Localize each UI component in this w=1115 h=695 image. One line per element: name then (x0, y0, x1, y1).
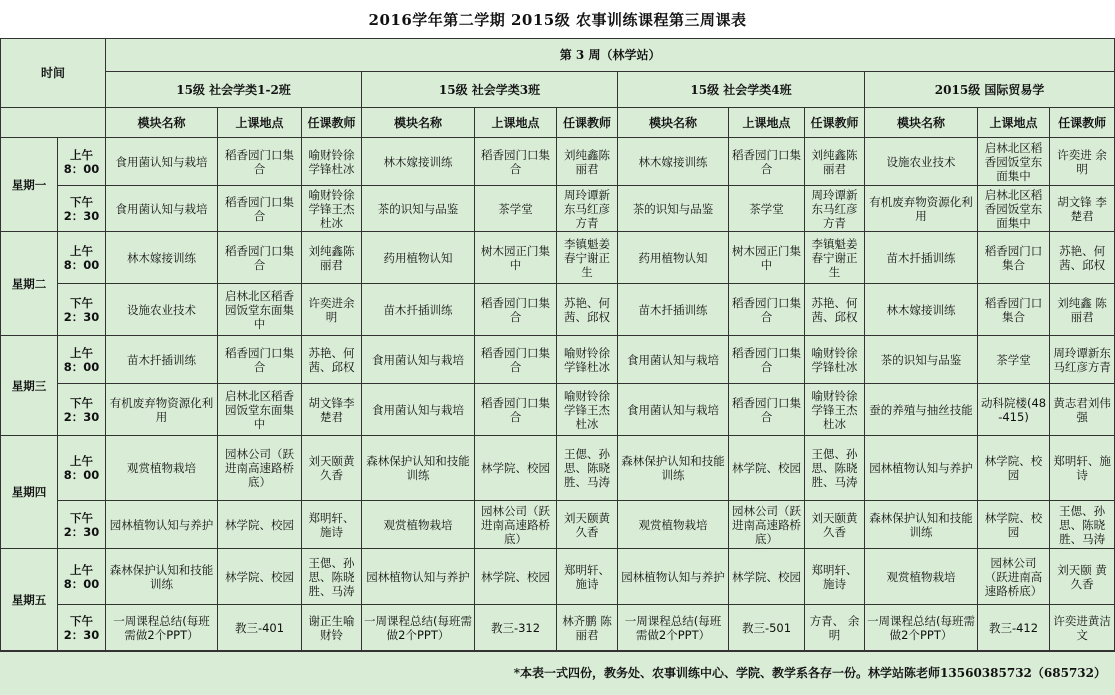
weekday-label: 星期二 (1, 232, 58, 336)
place-col-header: 上课地点 (978, 108, 1050, 138)
teacher-cell: 王偲、孙思、陈晓胜、马涛 (302, 549, 362, 605)
location-cell: 林学院、校园 (978, 501, 1050, 549)
location-cell: 稻香园门口集合 (978, 232, 1050, 284)
location-cell: 茶学堂 (729, 186, 805, 232)
module-name-cell: 林木嫁接训练 (865, 284, 978, 336)
teacher-cell: 刘天颐黄久香 (302, 436, 362, 501)
class-header: 15级 社会学类3班 (362, 72, 618, 108)
module-name-cell: 园林植物认知与养护 (865, 436, 978, 501)
module-name-cell: 一周课程总结(每班需做2个PPT） (865, 605, 978, 652)
module-name-cell: 有机废弃物资源化利用 (106, 384, 218, 436)
teacher-cell: 郑明轩、施诗 (557, 549, 618, 605)
location-cell: 茶学堂 (978, 336, 1050, 384)
module-name-cell: 苗木扦插训练 (618, 284, 729, 336)
teacher-cell: 周玲谭新东马红彦方青 (805, 186, 865, 232)
module-col-header: 模块名称 (865, 108, 978, 138)
module-name-cell: 药用植物认知 (618, 232, 729, 284)
module-name-cell: 茶的识知与品鉴 (618, 186, 729, 232)
module-name-cell: 有机废弃物资源化利用 (865, 186, 978, 232)
teacher-cell: 胡文锋李楚君 (302, 384, 362, 436)
location-cell: 稻香园门口集合 (475, 384, 557, 436)
week-header: 第 3 周（林学站） (106, 39, 1115, 72)
teacher-cell: 许奕进余明 (302, 284, 362, 336)
module-name-cell: 苗木扦插训练 (865, 232, 978, 284)
location-cell: 林学院、校园 (729, 436, 805, 501)
page-title: 2016学年第二学期 2015级 农事训练课程第三周课表 (0, 0, 1115, 39)
time-header: 时间 (1, 39, 106, 108)
module-name-cell: 设施农业技术 (865, 138, 978, 186)
location-cell: 林学院、校园 (218, 501, 302, 549)
location-cell: 园林公司（跃进南高速路桥底） (218, 436, 302, 501)
teacher-cell: 苏艳、何茜、邱权 (805, 284, 865, 336)
location-cell: 教三-412 (978, 605, 1050, 652)
table-row (1, 436, 1115, 501)
location-cell: 林学院、校园 (218, 549, 302, 605)
location-cell: 林学院、校园 (475, 436, 557, 501)
teacher-cell: 苏艳、何茜、邱权 (1050, 232, 1115, 284)
location-cell: 稻香园门口集合 (475, 336, 557, 384)
location-cell: 动科院楼(48-415) (978, 384, 1050, 436)
teacher-cell: 喻财铃徐学锋杜冰 (302, 138, 362, 186)
teacher-cell: 刘纯鑫陈丽君 (805, 138, 865, 186)
location-cell: 稻香园门口集合 (475, 284, 557, 336)
module-name-cell: 林木嫁接训练 (618, 138, 729, 186)
location-cell: 稻香园门口集合 (729, 336, 805, 384)
module-name-cell: 食用菌认知与栽培 (106, 186, 218, 232)
location-cell: 稻香园门口集合 (729, 284, 805, 336)
weekday-label: 星期五 (1, 549, 58, 652)
place-col-header: 上课地点 (218, 108, 302, 138)
module-name-cell: 食用菌认知与栽培 (618, 336, 729, 384)
morning-period-label: 上午 8：00 (58, 336, 106, 384)
location-cell: 树木园正门集中 (475, 232, 557, 284)
module-name-cell: 蚕的养殖与抽丝技能 (865, 384, 978, 436)
module-name-cell: 食用菌认知与栽培 (106, 138, 218, 186)
teacher-col-header: 任课教师 (805, 108, 865, 138)
module-name-cell: 观赏植物栽培 (865, 549, 978, 605)
location-cell: 稻香园门口集合 (729, 384, 805, 436)
afternoon-period-label: 下午 2：30 (58, 605, 106, 652)
location-cell: 园林公司（跃进南高速路桥底） (729, 501, 805, 549)
module-name-cell: 一周课程总结(每班需做2个PPT） (362, 605, 475, 652)
module-name-cell: 园林植物认知与养护 (618, 549, 729, 605)
teacher-cell: 刘纯鑫 陈丽君 (1050, 284, 1115, 336)
teacher-cell: 喻财铃徐学锋王杰杜冰 (302, 186, 362, 232)
morning-period-label: 上午 8：00 (58, 549, 106, 605)
teacher-cell: 苏艳、何茜、邱权 (557, 284, 618, 336)
teacher-cell: 李镇魁姜春宁谢正生 (557, 232, 618, 284)
weekday-label: 星期三 (1, 336, 58, 436)
location-cell: 园林公司（跃进南高速路桥底） (475, 501, 557, 549)
module-name-cell: 观赏植物栽培 (106, 436, 218, 501)
module-name-cell: 药用植物认知 (362, 232, 475, 284)
afternoon-period-label: 下午 2：30 (58, 284, 106, 336)
teacher-cell: 刘天颐 黄久香 (1050, 549, 1115, 605)
module-name-cell: 林木嫁接训练 (106, 232, 218, 284)
location-cell: 稻香园门口集合 (729, 138, 805, 186)
teacher-cell: 黄志君刘伟强 (1050, 384, 1115, 436)
module-name-cell: 食用菌认知与栽培 (618, 384, 729, 436)
location-cell: 教三-312 (475, 605, 557, 652)
teacher-cell: 周玲谭新东马红彦方青 (557, 186, 618, 232)
teacher-col-header: 任课教师 (557, 108, 618, 138)
weekday-label: 星期四 (1, 436, 58, 549)
teacher-col-header: 任课教师 (302, 108, 362, 138)
location-cell: 林学院、校园 (978, 436, 1050, 501)
location-cell: 启林北区稻香园饭堂东面集中 (218, 284, 302, 336)
teacher-cell: 苏艳、何茜、邱权 (302, 336, 362, 384)
teacher-cell: 郑明轩、施诗 (805, 549, 865, 605)
table-row (1, 501, 1115, 549)
module-name-cell: 苗木扦插训练 (106, 336, 218, 384)
module-name-cell: 设施农业技术 (106, 284, 218, 336)
module-col-header: 模块名称 (362, 108, 475, 138)
location-cell: 启林北区稻香园饭堂东面集中 (218, 384, 302, 436)
teacher-cell: 郑明轩、施诗 (1050, 436, 1115, 501)
teacher-cell: 刘天颐黄久香 (557, 501, 618, 549)
morning-period-label: 上午 8：00 (58, 232, 106, 284)
class-header: 2015级 国际贸易学 (865, 72, 1115, 108)
teacher-cell: 林齐鹏 陈丽君 (557, 605, 618, 652)
location-cell: 稻香园门口集合 (218, 336, 302, 384)
location-cell: 稻香园门口集合 (218, 232, 302, 284)
afternoon-period-label: 下午 2：30 (58, 501, 106, 549)
table-row (1, 232, 1115, 284)
module-name-cell: 观赏植物栽培 (618, 501, 729, 549)
location-cell: 茶学堂 (475, 186, 557, 232)
location-cell: 教三-401 (218, 605, 302, 652)
table-row (1, 605, 1115, 652)
module-name-cell: 一周课程总结(每班需做2个PPT） (618, 605, 729, 652)
module-name-cell: 森林保护认知和技能训练 (362, 436, 475, 501)
teacher-cell: 谢正生喻财铃 (302, 605, 362, 652)
class-header: 15级 社会学类4班 (618, 72, 865, 108)
teacher-cell: 喻财铃徐学锋王杰杜冰 (805, 384, 865, 436)
module-name-cell: 茶的识知与品鉴 (362, 186, 475, 232)
teacher-col-header: 任课教师 (1050, 108, 1115, 138)
module-col-header: 模块名称 (106, 108, 218, 138)
table-row (1, 384, 1115, 436)
module-name-cell: 森林保护认知和技能训练 (106, 549, 218, 605)
teacher-cell: 周玲谭新东马红彦方青 (1050, 336, 1115, 384)
module-name-cell: 观赏植物栽培 (362, 501, 475, 549)
footer-note: *本表一式四份，教务处、农事训练中心、学院、教学系各存一份。林学站陈老师13560385732（685732） (0, 650, 1114, 694)
morning-period-label: 上午 8：00 (58, 138, 106, 186)
module-name-cell: 森林保护认知和技能训练 (618, 436, 729, 501)
module-name-cell: 森林保护认知和技能训练 (865, 501, 978, 549)
teacher-cell: 喻财铃徐学锋杜冰 (805, 336, 865, 384)
module-col-header: 模块名称 (618, 108, 729, 138)
teacher-cell: 郑明轩、施诗 (302, 501, 362, 549)
teacher-cell: 刘纯鑫陈丽君 (302, 232, 362, 284)
module-name-cell: 林木嫁接训练 (362, 138, 475, 186)
afternoon-period-label: 下午 2：30 (58, 384, 106, 436)
teacher-cell: 许奕进 余明 (1050, 138, 1115, 186)
weekday-label: 星期一 (1, 138, 58, 232)
table-row (1, 138, 1115, 186)
location-cell: 稻香园门口集合 (218, 186, 302, 232)
location-cell: 园林公司（跃进南高速路桥底） (978, 549, 1050, 605)
location-cell: 教三-501 (729, 605, 805, 652)
place-col-header: 上课地点 (475, 108, 557, 138)
teacher-cell: 王偲、孙思、陈晓胜、马涛 (557, 436, 618, 501)
teacher-cell: 喻财铃徐学锋王杰杜冰 (557, 384, 618, 436)
location-cell: 稻香园门口集合 (978, 284, 1050, 336)
teacher-cell: 王偲、孙思、陈晓胜、马涛 (1050, 501, 1115, 549)
location-cell: 林学院、校园 (475, 549, 557, 605)
teacher-cell: 李镇魁姜春宁谢正生 (805, 232, 865, 284)
module-name-cell: 食用菌认知与栽培 (362, 336, 475, 384)
schedule-table (0, 38, 1115, 652)
afternoon-period-label: 下午 2：30 (58, 186, 106, 232)
module-name-cell: 苗木扦插训练 (362, 284, 475, 336)
module-name-cell: 园林植物认知与养护 (106, 501, 218, 549)
table-row (1, 336, 1115, 384)
module-name-cell: 食用菌认知与栽培 (362, 384, 475, 436)
location-cell: 稻香园门口集合 (475, 138, 557, 186)
morning-period-label: 上午 8：00 (58, 436, 106, 501)
module-name-cell: 园林植物认知与养护 (362, 549, 475, 605)
teacher-cell: 方青、 余明 (805, 605, 865, 652)
teacher-cell: 喻财铃徐学锋杜冰 (557, 336, 618, 384)
teacher-cell: 胡文锋 李楚君 (1050, 186, 1115, 232)
location-cell: 稻香园门口集合 (218, 138, 302, 186)
class-header: 15级 社会学类1-2班 (106, 72, 362, 108)
location-cell: 启林北区稻香园饭堂东面集中 (978, 186, 1050, 232)
module-name-cell: 茶的识知与品鉴 (865, 336, 978, 384)
teacher-cell: 许奕进黄洁文 (1050, 605, 1115, 652)
teacher-cell: 王偲、孙思、陈晓胜、马涛 (805, 436, 865, 501)
location-cell: 树木园正门集中 (729, 232, 805, 284)
teacher-cell: 刘天颐黄久香 (805, 501, 865, 549)
blank-header-cell (1, 108, 106, 138)
table-row (1, 549, 1115, 605)
teacher-cell: 刘纯鑫陈丽君 (557, 138, 618, 186)
place-col-header: 上课地点 (729, 108, 805, 138)
location-cell: 林学院、校园 (729, 549, 805, 605)
location-cell: 启林北区稻香园饭堂东面集中 (978, 138, 1050, 186)
module-name-cell: 一周课程总结(每班需做2个PPT） (106, 605, 218, 652)
table-row (1, 284, 1115, 336)
table-row (1, 186, 1115, 232)
